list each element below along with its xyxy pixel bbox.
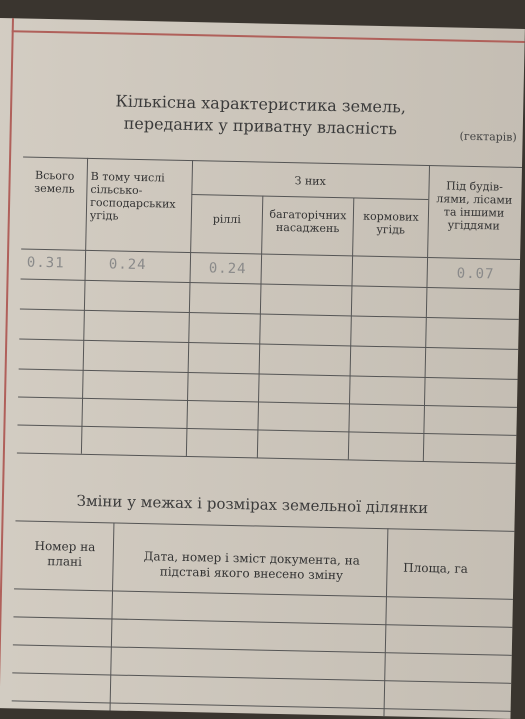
header-document: Дата, номер і зміст документа, на підставі якого внесено зміну <box>143 549 360 583</box>
table2-row-line <box>13 644 512 655</box>
table1-row-line <box>21 278 520 289</box>
table1-col-line <box>257 196 263 458</box>
table1-top-line <box>23 157 522 168</box>
table2-top-line <box>15 520 514 531</box>
top-margin-line <box>12 30 525 43</box>
table1-bottom-line <box>17 452 516 463</box>
header-of-them: З них <box>294 174 326 188</box>
value-total: 0.31 <box>26 254 65 272</box>
value-arable: 0.24 <box>208 260 247 278</box>
table1-row-line <box>20 308 519 319</box>
table2-row-line <box>12 700 511 711</box>
header-buildings: Під будів-лями, лісами та іншими угіддями <box>436 179 513 233</box>
table1-header-bottom-line <box>21 248 520 259</box>
table2-header-bottom-line <box>14 588 513 599</box>
value-agri: 0.24 <box>108 256 147 274</box>
header-arable: ріллі <box>212 212 241 227</box>
header-perennial: багаторічних насаджень <box>269 207 347 236</box>
document-page <box>0 18 525 719</box>
section2-title: Зміни у межах і розмірах земельної ділянки <box>76 491 429 518</box>
header-area: Площа, га <box>403 560 469 576</box>
table1-col-line <box>423 165 430 461</box>
header-agri: В тому числі сільсько-господарських угідь <box>89 169 176 223</box>
section1-title-line1: Кількісна характеристика земель, <box>115 91 407 117</box>
table1-row-line <box>18 396 517 407</box>
header-fodder: кормових угідь <box>363 209 419 237</box>
table1-row-line <box>19 338 518 349</box>
table1-subheader-line <box>191 194 428 200</box>
table1-row-line <box>19 368 518 379</box>
table2-row-line <box>12 672 511 683</box>
table1-row-line <box>17 424 516 435</box>
section1-title-line2: переданих у приватну власність <box>123 113 398 139</box>
header-plan-number: Номер на плані <box>34 538 96 569</box>
table2-row-line <box>13 616 512 627</box>
header-total: Всього земель <box>34 168 75 196</box>
table2-col-line <box>383 528 388 716</box>
table1-col-line <box>348 197 354 459</box>
table1-col-line <box>81 158 88 454</box>
unit-label: (гектарів) <box>459 129 517 144</box>
value-buildings: 0.07 <box>456 265 495 283</box>
